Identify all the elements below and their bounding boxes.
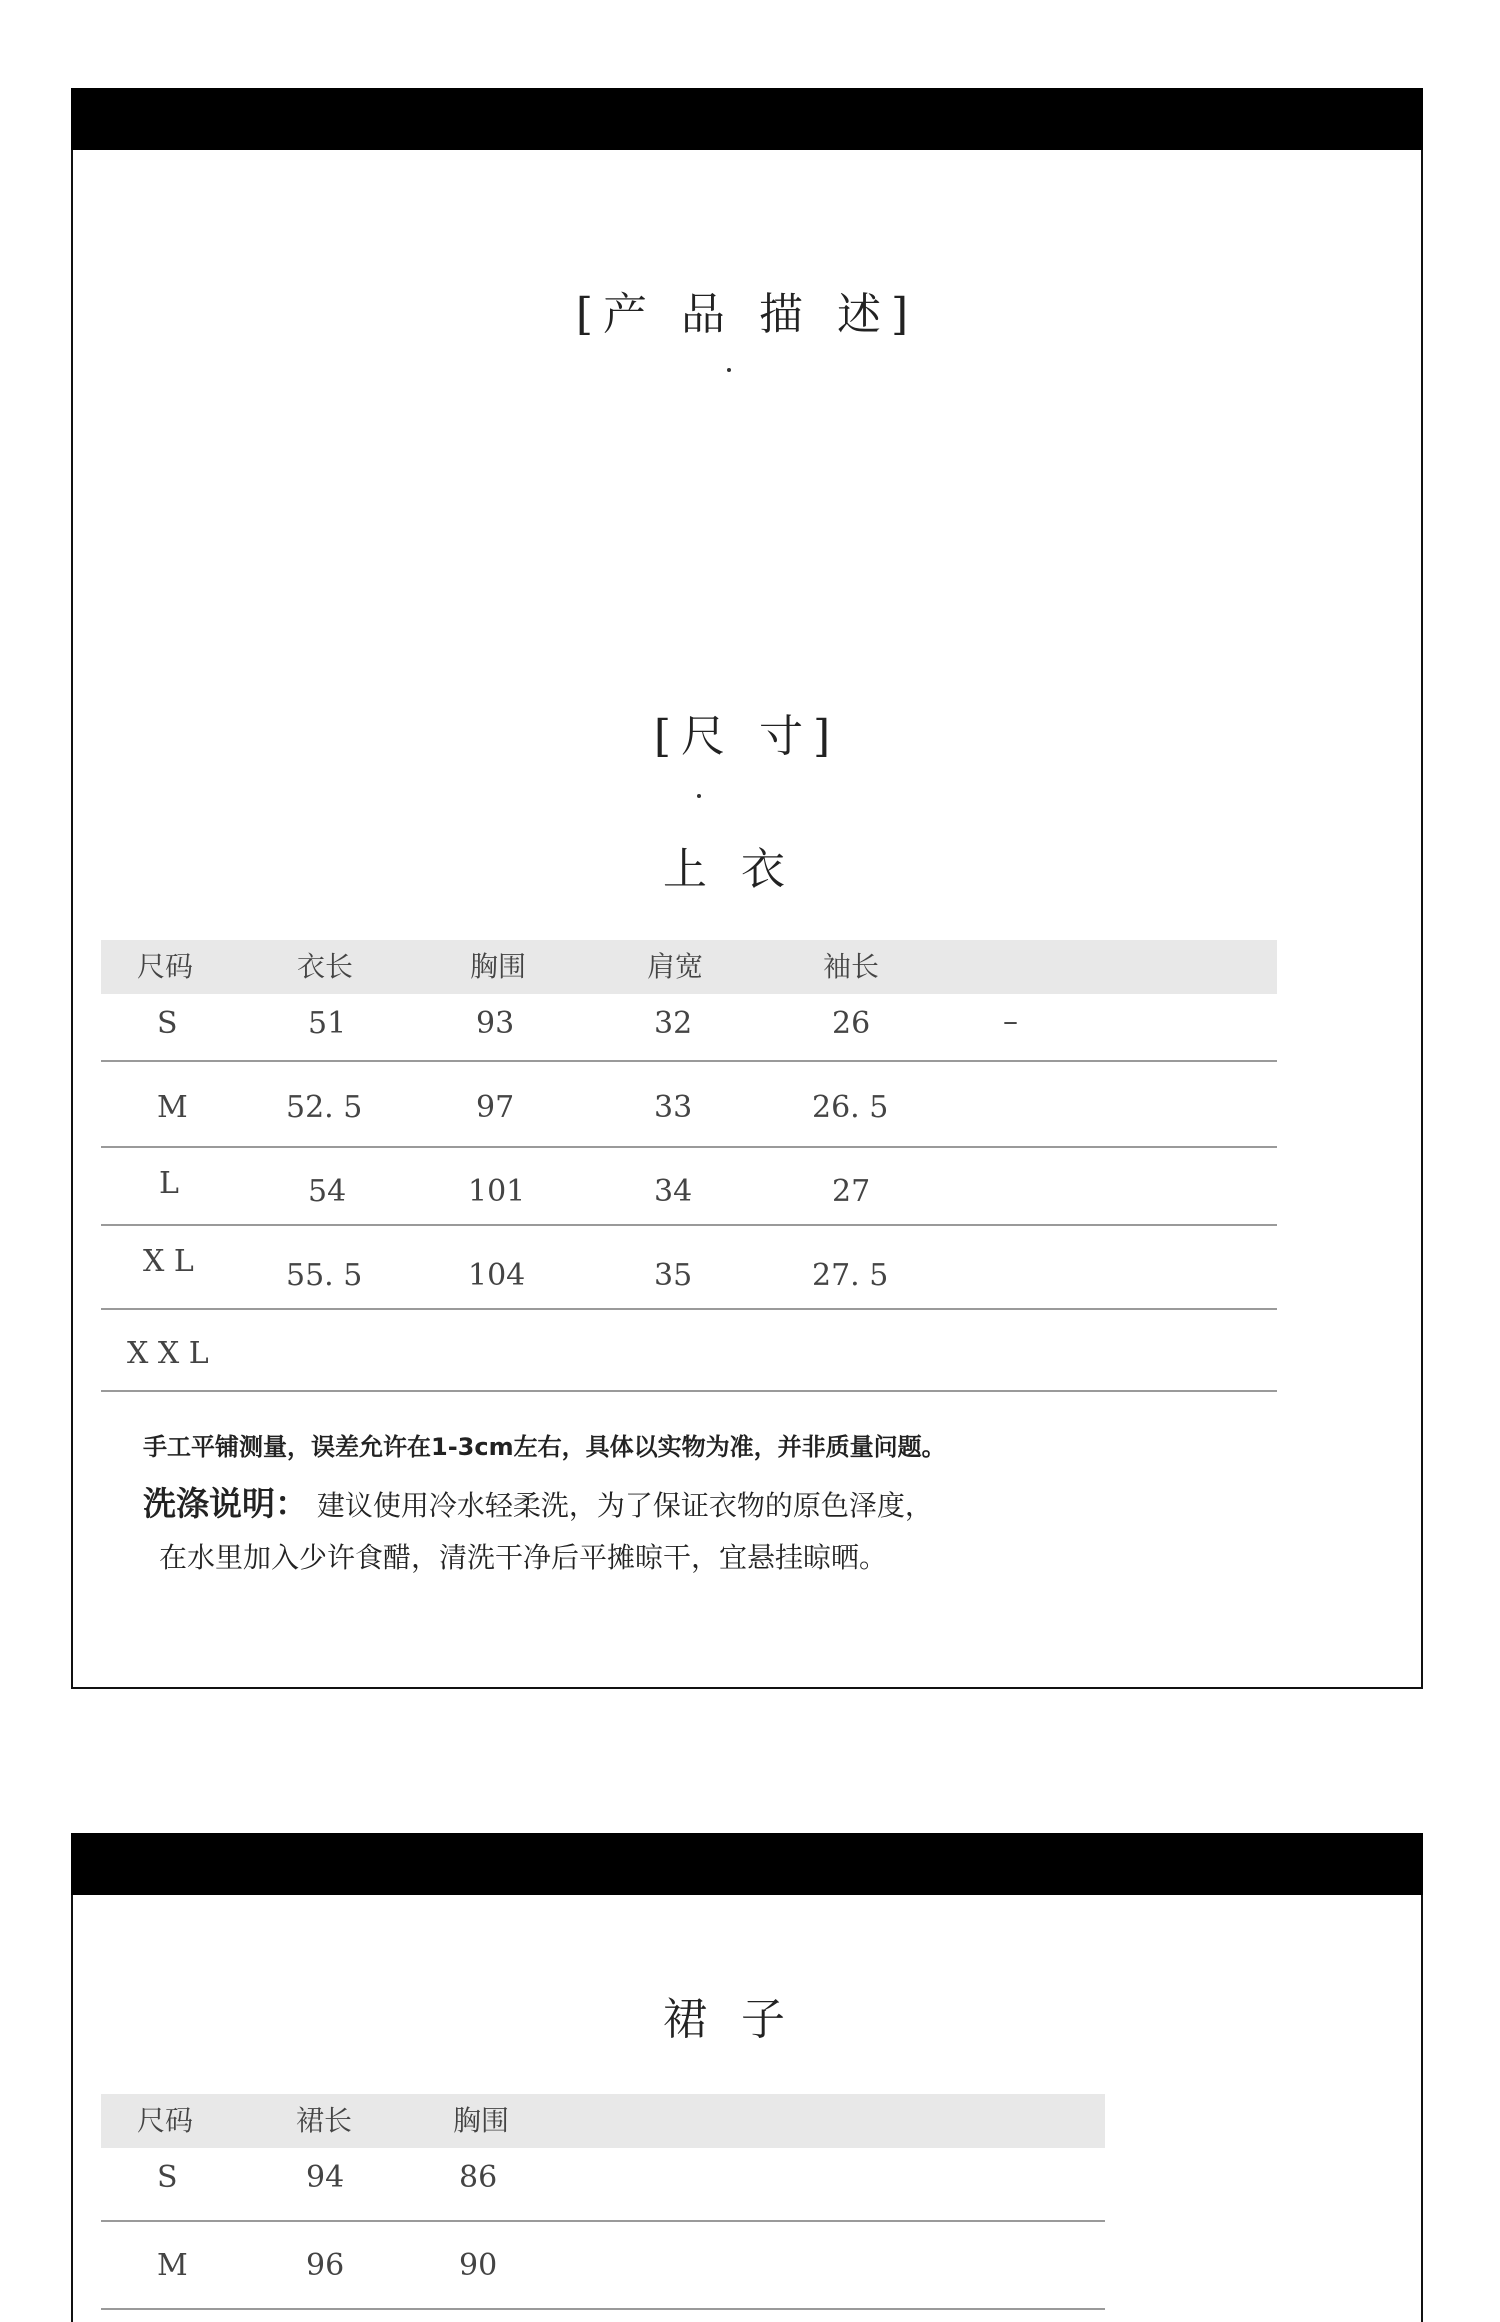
table-row bbox=[101, 1062, 1277, 1148]
cell-length: 51 bbox=[308, 1006, 347, 1041]
cell-bust: 101 bbox=[468, 1174, 526, 1209]
cell-shoulder: 33 bbox=[654, 1090, 693, 1125]
cell-size: X X L bbox=[127, 1336, 209, 1371]
skirt-title: 裙 子 bbox=[663, 1994, 795, 2045]
cell-length: 54 bbox=[308, 1174, 347, 1209]
table-row bbox=[101, 2222, 1105, 2310]
top-title: 上 衣 bbox=[663, 844, 795, 895]
product-description-panel bbox=[71, 88, 1423, 1689]
header-size: 尺码 bbox=[137, 950, 194, 983]
cell-sleeve: 27 bbox=[832, 1174, 871, 1209]
header-shoulder: 肩宽 bbox=[647, 950, 704, 983]
cell-skirt-length: 94 bbox=[306, 2160, 345, 2195]
table-header bbox=[101, 940, 1277, 994]
cell-sleeve: 26 bbox=[832, 1006, 871, 1041]
table-header bbox=[101, 2094, 1105, 2148]
header-sleeve: 袖长 bbox=[823, 950, 880, 983]
cell-skirt-length: 96 bbox=[306, 2248, 345, 2283]
cell-size: M bbox=[157, 2248, 188, 2283]
title-dot bbox=[727, 368, 731, 372]
size-dot bbox=[697, 794, 701, 798]
cell-bust: 93 bbox=[476, 1006, 515, 1041]
cell-size: S bbox=[157, 1006, 178, 1041]
table-row bbox=[101, 1310, 1277, 1392]
cell-size: X L bbox=[143, 1244, 194, 1279]
header-bust: 胸围 bbox=[453, 2104, 510, 2137]
panel-top-bar bbox=[71, 1833, 1423, 1895]
cell-bust: 90 bbox=[459, 2248, 498, 2283]
cell-sleeve: 27. 5 bbox=[812, 1258, 889, 1293]
header-skirt-length: 裙长 bbox=[296, 2104, 353, 2137]
cell-size: S bbox=[157, 2160, 178, 2195]
cell-bust: 86 bbox=[459, 2160, 498, 2195]
cell-shoulder: 34 bbox=[654, 1174, 693, 1209]
cell-bust: 104 bbox=[468, 1258, 526, 1293]
cell-length: 52. 5 bbox=[286, 1090, 363, 1125]
wash-label: 洗涤说明： bbox=[143, 1484, 308, 1523]
cell-size: M bbox=[157, 1090, 188, 1125]
panel-top-bar bbox=[71, 88, 1423, 150]
table-row bbox=[101, 1226, 1277, 1310]
header-length: 衣长 bbox=[297, 950, 354, 983]
cell-size: L bbox=[159, 1166, 179, 1201]
header-bust: 胸围 bbox=[470, 950, 527, 983]
wash-instructions bbox=[143, 1478, 933, 1525]
wash-text-line-1: 建议使用冷水轻柔洗，为了保证衣物的原色泽度， bbox=[316, 1489, 933, 1522]
table-row bbox=[101, 1148, 1277, 1226]
cell-sleeve: 26. 5 bbox=[812, 1090, 889, 1125]
cell-shoulder: 32 bbox=[654, 1006, 693, 1041]
measure-note: 手工平铺测量，误差允许在1-3cm左右，具体以实物为准，并非质量问题。 bbox=[143, 1433, 946, 1461]
skirt-panel bbox=[71, 1833, 1423, 2322]
size-title: [尺 寸] bbox=[653, 711, 841, 762]
header-size: 尺码 bbox=[137, 2104, 194, 2137]
cell-length: 55. 5 bbox=[286, 1258, 363, 1293]
cell-shoulder: 35 bbox=[654, 1258, 693, 1293]
product-description-title: [产 品 描 述] bbox=[575, 289, 919, 340]
table-row bbox=[101, 994, 1277, 1062]
table-row bbox=[101, 2148, 1105, 2222]
cell-bust: 97 bbox=[476, 1090, 515, 1125]
cell-extra: – bbox=[1003, 1004, 1018, 1039]
wash-text-line-2: 在水里加入少许食醋，清洗干净后平摊晾干，宜悬挂晾晒。 bbox=[159, 1541, 888, 1574]
